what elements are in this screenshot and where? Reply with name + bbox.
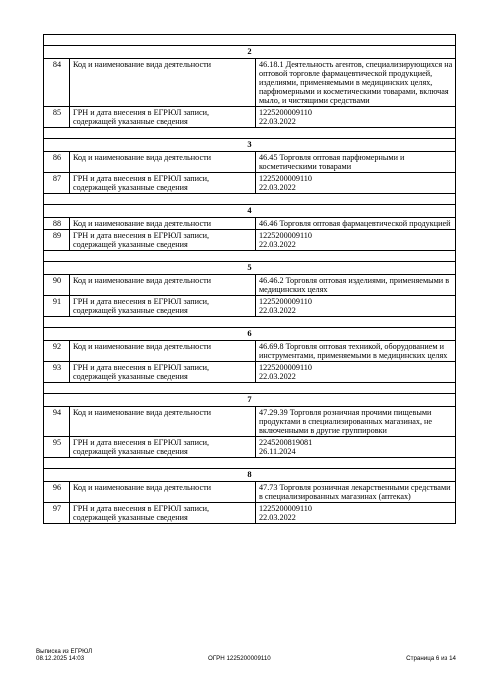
row-value-line: 26.11.2024 — [259, 447, 296, 456]
table-row — [44, 275, 456, 296]
spacer-cell — [44, 317, 456, 328]
section-header-row — [44, 139, 456, 152]
row-label: ГРН и дата внесения в ЕГРЮЛ записи, содержащей указанные сведения — [70, 437, 256, 458]
row-value-line: 22.03.2022 — [259, 117, 296, 126]
row-value-line: 1225200009110 — [259, 108, 312, 117]
row-value — [256, 296, 456, 317]
table-row — [44, 296, 456, 317]
row-label: ГРН и дата внесения в ЕГРЮЛ записи, содержащей указанные сведения — [70, 296, 256, 317]
section-header-row — [44, 328, 456, 341]
row-label: Код и наименование вида деятельности — [70, 482, 256, 503]
section-header-row — [44, 262, 456, 275]
row-value — [256, 482, 456, 503]
table-row — [44, 341, 456, 362]
egrul-extract-table-container — [43, 34, 455, 524]
row-label: Код и наименование вида деятельности — [70, 59, 256, 107]
row-value — [256, 59, 456, 107]
row-value-line: 47.73 Торговля розничная лекарственными средствами в специализированных магазинах (аптеках) — [259, 483, 451, 501]
row-value — [256, 107, 456, 128]
row-number: 84 — [44, 59, 70, 107]
row-value-line: 1225200009110 — [259, 504, 312, 513]
section-number: 7 — [44, 394, 456, 407]
row-value-line: 1225200009110 — [259, 231, 312, 240]
row-value — [256, 218, 456, 230]
row-number: 86 — [44, 152, 70, 173]
row-label: ГРН и дата внесения в ЕГРЮЛ записи, содержащей указанные сведения — [70, 230, 256, 251]
row-label: ГРН и дата внесения в ЕГРЮЛ записи, содержащей указанные сведения — [70, 503, 256, 524]
table-row — [44, 173, 456, 194]
row-value — [256, 407, 456, 437]
row-value-line: 1225200009110 — [259, 174, 312, 183]
row-value-line: 46.46.2 Торговля оптовая изделиями, применяемыми в медицинских целях — [259, 276, 450, 294]
row-value-line: 22.03.2022 — [259, 183, 296, 192]
section-header-row — [44, 394, 456, 407]
row-value — [256, 152, 456, 173]
table-row — [44, 107, 456, 128]
section-header-row — [44, 469, 456, 482]
row-label: Код и наименование вида деятельности — [70, 152, 256, 173]
row-number: 91 — [44, 296, 70, 317]
row-label: Код и наименование вида деятельности — [70, 407, 256, 437]
row-value-line: 22.03.2022 — [259, 306, 296, 315]
row-label: ГРН и дата внесения в ЕГРЮЛ записи, содержащей указанные сведения — [70, 173, 256, 194]
section-number: 4 — [44, 205, 456, 218]
row-value-line: 1225200009110 — [259, 297, 312, 306]
row-value — [256, 275, 456, 296]
row-number: 89 — [44, 230, 70, 251]
spacer-row — [44, 194, 456, 205]
row-value-line: 22.03.2022 — [259, 513, 296, 522]
section-header-row — [44, 205, 456, 218]
row-number: 97 — [44, 503, 70, 524]
row-value — [256, 437, 456, 458]
section-number: 8 — [44, 469, 456, 482]
row-value — [256, 362, 456, 383]
spacer-cell — [44, 35, 456, 46]
table-row — [44, 59, 456, 107]
row-number: 96 — [44, 482, 70, 503]
row-value-line: 46.46 Торговля оптовая фармацевтической продукцией — [259, 219, 451, 228]
spacer-cell — [44, 128, 456, 139]
row-label: Код и наименование вида деятельности — [70, 218, 256, 230]
footer-source — [36, 648, 92, 662]
row-value-line: 1225200009110 — [259, 363, 312, 372]
spacer-row — [44, 317, 456, 328]
row-value-line: 22.03.2022 — [259, 240, 296, 249]
row-number: 94 — [44, 407, 70, 437]
section-number: 2 — [44, 46, 456, 59]
footer-source-datetime: 08.12.2025 14:03 — [36, 655, 85, 662]
spacer-cell — [44, 383, 456, 394]
row-value-line: 46.45 Торговля оптовая парфюмерными и косметическими товарами — [259, 153, 405, 171]
row-number: 87 — [44, 173, 70, 194]
row-value — [256, 503, 456, 524]
table-row — [44, 482, 456, 503]
row-number: 90 — [44, 275, 70, 296]
section-number: 5 — [44, 262, 456, 275]
spacer-row — [44, 128, 456, 139]
table-row — [44, 362, 456, 383]
row-value-line: 46.18.1 Деятельность агентов, специализирующихся на оптовой торговле фармацевтической продукцией, изделиями, применяемыми в медицинских целях, парфюмерными и косметическими товарами, включая мыло, и чистящими средствами — [259, 60, 453, 105]
row-value-line: 46.69.8 Торговля оптовая техникой, оборудованием и инструментами, применяемыми в медицинских целях — [259, 342, 448, 360]
row-value-line: 2245200819081 — [259, 438, 313, 447]
spacer-row — [44, 458, 456, 469]
row-number: 93 — [44, 362, 70, 383]
row-number: 85 — [44, 107, 70, 128]
spacer-row — [44, 383, 456, 394]
row-label: Код и наименование вида деятельности — [70, 341, 256, 362]
spacer-cell — [44, 251, 456, 262]
section-number: 3 — [44, 139, 456, 152]
table-row — [44, 407, 456, 437]
row-value-line: 47.29.39 Торговля розничная прочими пищевыми продуктами в специализированных магазинах, не включенными в другие группировки — [259, 408, 433, 435]
footer-ogrn: ОГРН 1225200009110 — [208, 655, 271, 662]
footer-source-title: Выписка из ЕГРЮЛ — [36, 648, 93, 655]
section-number: 6 — [44, 328, 456, 341]
table-row — [44, 152, 456, 173]
row-value — [256, 341, 456, 362]
footer-page-number: Страница 6 из 14 — [406, 655, 456, 662]
row-number: 95 — [44, 437, 70, 458]
row-value — [256, 173, 456, 194]
table-row — [44, 230, 456, 251]
spacer-row — [44, 251, 456, 262]
table-row — [44, 503, 456, 524]
row-label: ГРН и дата внесения в ЕГРЮЛ записи, содержащей указанные сведения — [70, 362, 256, 383]
row-value-line: 22.03.2022 — [259, 372, 296, 381]
row-number: 88 — [44, 218, 70, 230]
row-label: Код и наименование вида деятельности — [70, 275, 256, 296]
row-label: ГРН и дата внесения в ЕГРЮЛ записи, содержащей указанные сведения — [70, 107, 256, 128]
table-row — [44, 437, 456, 458]
row-value — [256, 230, 456, 251]
section-header-row — [44, 46, 456, 59]
activity-table — [43, 34, 456, 524]
spacer-row — [44, 35, 456, 46]
spacer-cell — [44, 194, 456, 205]
spacer-cell — [44, 458, 456, 469]
row-number: 92 — [44, 341, 70, 362]
table-row — [44, 218, 456, 230]
